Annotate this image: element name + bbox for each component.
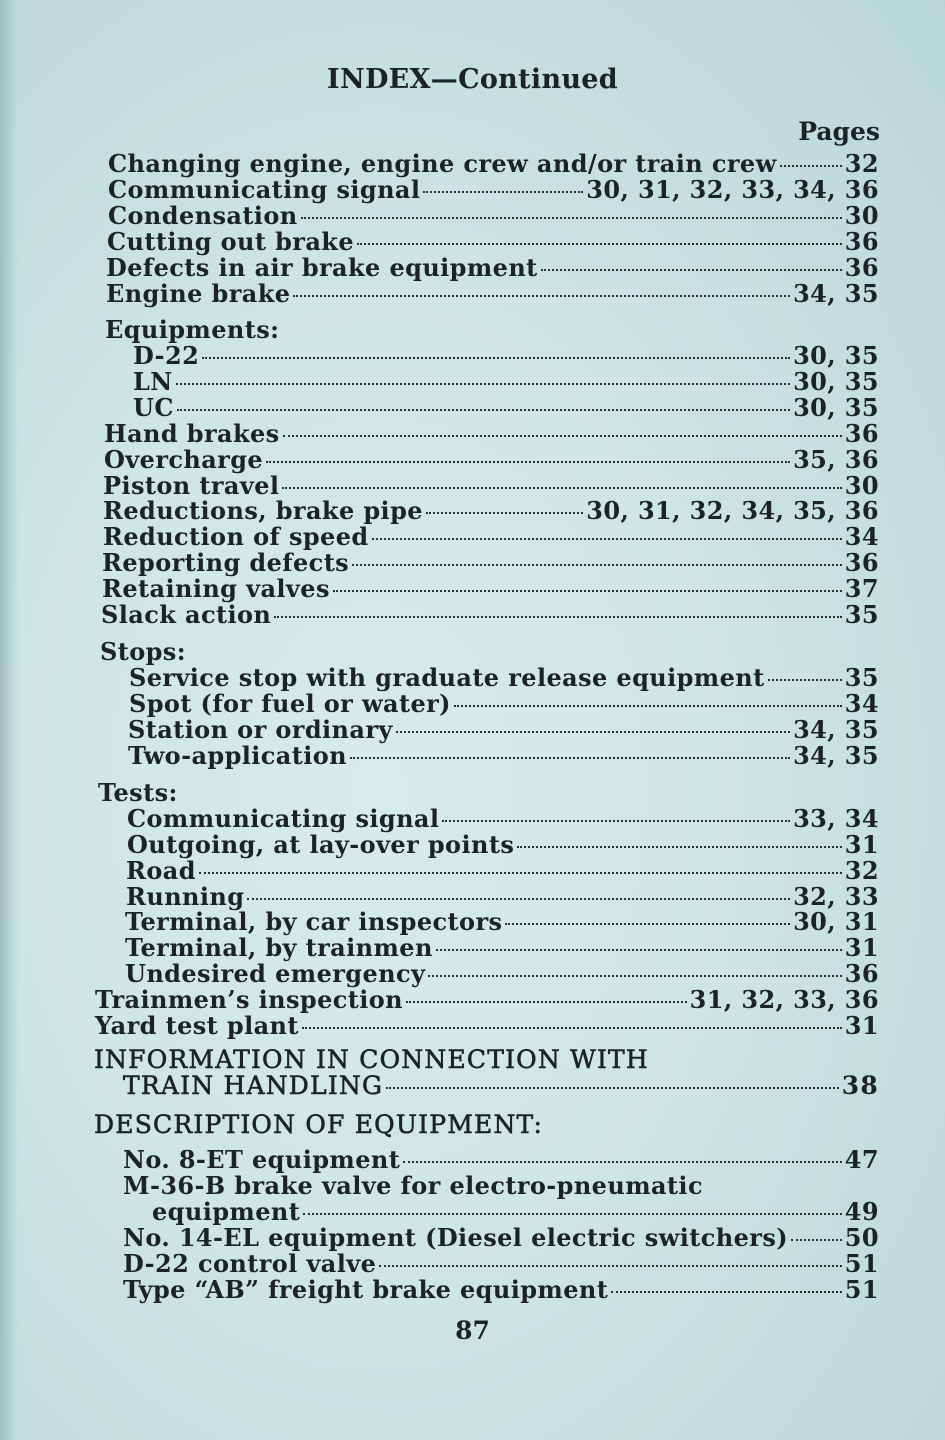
dot-leader [791, 1238, 842, 1241]
dot-leader [403, 1160, 842, 1163]
entry-label: Terminal, by car inspectors [125, 907, 503, 936]
index-entry [127, 831, 879, 859]
dot-leader [199, 871, 842, 874]
dot-leader [301, 216, 842, 219]
index-entry [104, 446, 879, 474]
entry-pages: 37 [844, 574, 879, 603]
index-entry [108, 176, 879, 204]
dot-leader [247, 897, 790, 900]
dot-leader [293, 294, 790, 297]
entry-pages: 36 [844, 227, 879, 256]
entry-label: Communicating signal [108, 175, 421, 204]
entry-pages: 34, 35 [793, 279, 879, 308]
entry-label: Service stop with graduate release equipment [129, 663, 765, 692]
entry-label: LN [133, 367, 173, 396]
entry-pages: 32 [844, 856, 879, 885]
index-entry [133, 342, 879, 370]
index-entry [106, 254, 879, 282]
entry-label: Engine brake [106, 279, 291, 308]
index-entry [108, 202, 879, 230]
index-entry [129, 690, 879, 718]
entry-label: Piston travel [103, 471, 280, 500]
entry-label: D-22 [133, 341, 200, 370]
index-entry [123, 1146, 879, 1174]
entry-label: Communicating signal [127, 804, 440, 833]
index-entry [108, 150, 879, 178]
index-entry [103, 523, 879, 551]
entry-pages: 51 [844, 1275, 879, 1304]
dot-leader [436, 948, 842, 951]
entry-pages: 33, 34 [793, 804, 879, 833]
index-entry [123, 1250, 879, 1278]
section-heading-stops: Stops: [100, 637, 186, 666]
entry-pages: 51 [844, 1249, 879, 1278]
entry-pages: 35 [844, 663, 879, 692]
entry-pages: 38 [841, 1071, 879, 1100]
entry-label: Outgoing, at lay-over points [127, 830, 515, 859]
dot-leader [176, 382, 790, 385]
entry-label: No. 8-ET equipment [123, 1145, 401, 1174]
entry-label: Reporting defects [102, 548, 350, 577]
entry-pages: 50 [844, 1223, 879, 1252]
dot-leader [357, 242, 842, 245]
dot-leader [302, 1026, 842, 1029]
dot-leader [177, 408, 790, 411]
entry-pages: 34, 35 [793, 715, 879, 744]
entry-label: Slack action [101, 600, 272, 629]
entry-label: Yard test plant [95, 1011, 299, 1040]
entry-label: Defects in air brake equipment [106, 253, 538, 282]
entry-label: Reductions, brake pipe [103, 496, 423, 525]
entry-pages: 31, 32, 33, 36 [689, 985, 879, 1014]
entry-label: Changing engine, engine crew and/or train crew [108, 149, 777, 178]
entry-pages: 30, 35 [793, 341, 879, 370]
index-entry [125, 934, 879, 962]
entry-label: Spot (for fuel or water) [129, 689, 451, 718]
entry-pages: 34, 35 [793, 741, 879, 770]
index-entry [125, 960, 879, 988]
dot-leader [426, 511, 583, 514]
entry-pages: 34 [844, 689, 879, 718]
dot-leader [352, 563, 842, 566]
index-entry [129, 664, 879, 692]
index-entry [106, 280, 879, 308]
entry-pages: 31 [844, 830, 879, 859]
dot-leader [283, 434, 842, 437]
entry-pages: 30, 31, 32, 33, 34, 36 [586, 175, 879, 204]
entry-pages: 30, 31, 32, 34, 35, 36 [586, 496, 879, 525]
index-entry [126, 857, 879, 885]
index-entry [123, 1276, 879, 1304]
dot-leader [379, 1264, 842, 1267]
dot-leader [202, 356, 790, 359]
index-entry [107, 228, 879, 256]
entry-pages: 35 [844, 600, 879, 629]
entry-label: D-22 control valve [123, 1249, 377, 1278]
entry-label: Condensation [108, 201, 298, 230]
index-entry [123, 1072, 879, 1100]
dot-leader [333, 589, 842, 592]
dot-leader [442, 819, 790, 822]
entry-label: Station or ordinary [128, 715, 393, 744]
dot-leader [428, 974, 841, 977]
entry-pages: 47 [844, 1145, 879, 1174]
dot-leader [423, 190, 583, 193]
entry-label: Running [126, 882, 245, 911]
entry-label: TRAIN HANDLING [123, 1071, 384, 1100]
dot-leader [768, 678, 842, 681]
index-entry [128, 742, 879, 770]
entry-pages: 30, 31 [793, 907, 879, 936]
entry-pages: 32 [844, 149, 879, 178]
dot-leader [282, 486, 841, 489]
section-heading-equipments: Equipments: [105, 315, 280, 344]
dot-leader [266, 460, 790, 463]
index-entry [127, 805, 879, 833]
entry-label: Retaining valves [102, 574, 330, 603]
entry-pages: 32, 33 [793, 882, 879, 911]
entry-pages: 31 [844, 1011, 879, 1040]
entry-label: Cutting out brake [107, 227, 354, 256]
entry-label: Hand brakes [104, 419, 280, 448]
dot-leader [303, 1212, 842, 1215]
dot-leader [454, 704, 842, 707]
entry-label: equipment [152, 1197, 301, 1226]
entry-label: Reduction of speed [103, 522, 369, 551]
dot-leader [372, 537, 842, 540]
entry-label: Type “AB” freight brake equipment [123, 1275, 609, 1304]
index-entry [95, 1012, 879, 1040]
entry-label: Overcharge [104, 445, 264, 474]
dot-leader [406, 1000, 687, 1003]
index-entry [103, 497, 879, 525]
entry-pages: 30 [844, 471, 879, 500]
entry-label: Trainmen’s inspection [95, 985, 404, 1014]
page-title: INDEX—Continued [327, 64, 618, 95]
entry-pages: 30, 35 [793, 367, 879, 396]
index-entry [104, 420, 879, 448]
entry-label: Road [126, 856, 196, 885]
dot-leader [386, 1086, 839, 1089]
index-entry [152, 1198, 879, 1226]
index-entry [128, 716, 879, 744]
entry-pages: 34 [844, 522, 879, 551]
entry-label: Terminal, by trainmen [125, 933, 433, 962]
section-heading-tests: Tests: [98, 778, 178, 807]
entry-label-continued: M-36-B brake valve for electro-pneumatic [123, 1171, 703, 1200]
entry-pages: 30 [844, 201, 879, 230]
entry-label: No. 14-EL equipment (Diesel electric switchers) [123, 1223, 788, 1252]
index-entry [95, 986, 879, 1014]
index-entry [101, 601, 879, 629]
dot-leader [505, 922, 790, 925]
entry-pages: 35, 36 [793, 445, 879, 474]
dot-leader [611, 1290, 842, 1293]
section-heading-information: INFORMATION IN CONNECTION WITH [94, 1045, 649, 1074]
dot-leader [274, 615, 842, 618]
page-number: 87 [455, 1316, 490, 1345]
index-entry [133, 394, 879, 422]
dot-leader [541, 268, 842, 271]
entry-label: Undesired emergency [125, 959, 426, 988]
index-entry [102, 575, 879, 603]
entry-pages: 49 [844, 1197, 879, 1226]
pages-column-label: Pages [798, 117, 880, 146]
index-entry [102, 549, 879, 577]
entry-pages: 36 [844, 548, 879, 577]
index-entry [133, 368, 879, 396]
dot-leader [517, 845, 842, 848]
entry-pages: 30, 35 [793, 393, 879, 422]
section-heading-description: DESCRIPTION OF EQUIPMENT: [94, 1110, 544, 1139]
dot-leader [350, 756, 790, 759]
dot-leader [780, 164, 842, 167]
entry-label: Two-application [128, 741, 348, 770]
index-entry [125, 908, 879, 936]
entry-pages: 36 [844, 959, 879, 988]
index-entry [123, 1224, 879, 1252]
entry-pages: 36 [844, 419, 879, 448]
entry-label: UC [133, 393, 174, 422]
dot-leader [396, 730, 790, 733]
entry-pages: 36 [844, 253, 879, 282]
entry-pages: 31 [844, 933, 879, 962]
